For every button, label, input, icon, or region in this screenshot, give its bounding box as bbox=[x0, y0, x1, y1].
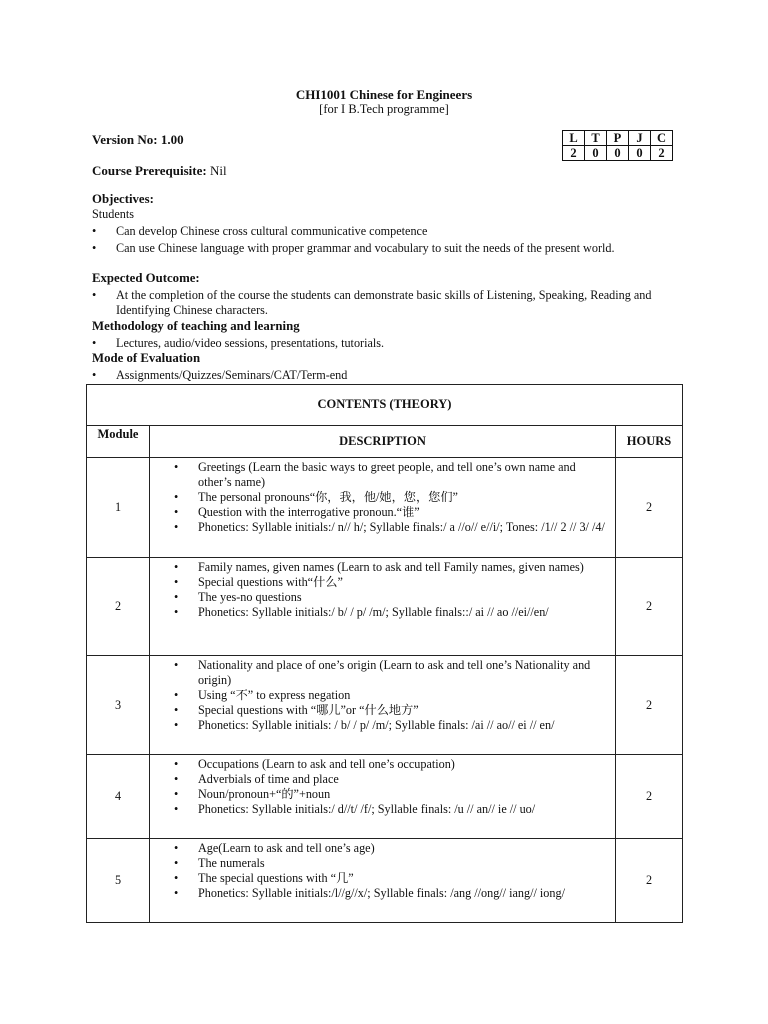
topic-item: • Occupations (Learn to ask and tell one’s occupation) bbox=[174, 757, 605, 772]
topic-item: • The special questions with “几” bbox=[174, 871, 605, 886]
ltpjc-header-j: J bbox=[629, 131, 651, 146]
topic-item: • Phonetics: Syllable initials:/ b/ / p/ /m/; Syllable finals::/ ai // ao //ei//en/ bbox=[174, 605, 605, 620]
outcome-heading: Expected Outcome: bbox=[92, 271, 200, 285]
module-row bbox=[87, 656, 683, 755]
ltpjc-header-l: L bbox=[563, 131, 585, 146]
evaluation-section bbox=[92, 351, 652, 383]
topic-item: • The yes-no questions bbox=[174, 590, 605, 605]
topic-item: • Question with the interrogative pronoun.“谁” bbox=[174, 505, 605, 520]
description-column-header: DESCRIPTION bbox=[150, 426, 616, 458]
ltpjc-value-c: 2 bbox=[651, 146, 673, 161]
prereq-label: Course Prerequisite: bbox=[92, 163, 207, 178]
topic-item: • Phonetics: Syllable initials: / b/ / p/ /m/; Syllable finals: /ai // ao// ei // en/ bbox=[174, 718, 605, 733]
topic-item: • Phonetics: Syllable initials:/l//g//x/; Syllable finals: /ang //ong// iang// iong/ bbox=[174, 886, 605, 901]
topic-item: • Phonetics: Syllable initials:/ n// h/; Syllable finals:/ a //o// e//i/; Tones: /1// 2 // 3/ /4/ bbox=[174, 520, 605, 535]
ltpjc-value-t: 0 bbox=[585, 146, 607, 161]
topic-item: • The personal pronouns“你，我，他/她，您，您们” bbox=[174, 490, 605, 505]
module-number: 5 bbox=[87, 839, 150, 923]
objective-item: • Can use Chinese language with proper grammar and vocabulary to suit the needs of the present world. bbox=[92, 241, 652, 256]
methodology-section bbox=[92, 319, 652, 351]
module-hours: 2 bbox=[616, 458, 683, 558]
objective-item: • Can develop Chinese cross cultural communicative competence bbox=[92, 224, 652, 239]
evaluation-item: • Assignments/Quizzes/Seminars/CAT/Term-end bbox=[92, 368, 652, 383]
module-hours: 2 bbox=[616, 558, 683, 656]
ltpjc-header-p: P bbox=[607, 131, 629, 146]
course-subtitle: [for I B.Tech programme] bbox=[319, 102, 449, 116]
topic-item: • Noun/pronoun+“的”+noun bbox=[174, 787, 605, 802]
objectives-section bbox=[92, 192, 652, 256]
course-prerequisite bbox=[92, 163, 227, 178]
topic-item: • Phonetics: Syllable initials:/ d//t/ /f/; Syllable finals: /u // an// ie // uo/ bbox=[174, 802, 605, 817]
ltpjc-value-j: 0 bbox=[629, 146, 651, 161]
module-number: 3 bbox=[87, 656, 150, 755]
contents-table bbox=[86, 384, 683, 923]
module-row bbox=[87, 558, 683, 656]
evaluation-heading: Mode of Evaluation bbox=[92, 351, 201, 365]
module-number: 1 bbox=[87, 458, 150, 558]
ltpjc-table bbox=[562, 130, 673, 161]
hours-column-header: HOURS bbox=[616, 426, 683, 458]
module-number: 4 bbox=[87, 755, 150, 839]
outcome-section bbox=[92, 271, 652, 318]
prereq-value: Nil bbox=[206, 163, 227, 178]
topic-item: • Nationality and place of one’s origin (Learn to ask and tell one’s Nationality and origin) bbox=[174, 658, 605, 688]
outcome-item: • At the completion of the course the students can demonstrate basic skills of Listening, Speaking, Reading and Identifying Chinese characters. bbox=[92, 288, 652, 318]
methodology-heading: Methodology of teaching and learning bbox=[92, 319, 300, 333]
ltpjc-header-t: T bbox=[585, 131, 607, 146]
module-description bbox=[150, 755, 616, 839]
topic-item: • The numerals bbox=[174, 856, 605, 871]
version-number: Version No: 1.00 bbox=[92, 132, 184, 147]
course-title: CHI1001 Chinese for Engineers bbox=[295, 87, 473, 102]
module-hours: 2 bbox=[616, 656, 683, 755]
topic-item: • Special questions with“什么” bbox=[174, 575, 605, 590]
module-description bbox=[150, 458, 616, 558]
ltpjc-value-p: 0 bbox=[607, 146, 629, 161]
topic-item: • Family names, given names (Learn to ask and tell Family names, given names) bbox=[174, 560, 605, 575]
topic-item: • Age(Learn to ask and tell one’s age) bbox=[174, 841, 605, 856]
module-description bbox=[150, 656, 616, 755]
contents-title-row bbox=[87, 385, 683, 426]
module-description bbox=[150, 558, 616, 656]
module-hours: 2 bbox=[616, 839, 683, 923]
objectives-heading: Objectives: bbox=[92, 192, 154, 206]
module-row bbox=[87, 458, 683, 558]
topic-item: • Using “不” to express negation bbox=[174, 688, 605, 703]
contents-title: CONTENTS (THEORY) bbox=[87, 385, 683, 426]
contents-header-row bbox=[87, 426, 683, 458]
module-description bbox=[150, 839, 616, 923]
topic-item: • Greetings (Learn the basic ways to greet people, and tell one’s own name and other’s name) bbox=[174, 460, 605, 490]
module-column-header: Module bbox=[87, 426, 150, 458]
ltpjc-value-row bbox=[563, 146, 673, 161]
ltpjc-value-l: 2 bbox=[563, 146, 585, 161]
module-number: 2 bbox=[87, 558, 150, 656]
ltpjc-header-c: C bbox=[651, 131, 673, 146]
module-row bbox=[87, 839, 683, 923]
objectives-intro: Students bbox=[92, 207, 134, 221]
topic-item: • Adverbials of time and place bbox=[174, 772, 605, 787]
topic-item: • Special questions with “哪儿”or “什么地方” bbox=[174, 703, 605, 718]
module-hours: 2 bbox=[616, 755, 683, 839]
module-row bbox=[87, 755, 683, 839]
ltpjc-header-row bbox=[563, 131, 673, 146]
methodology-item: • Lectures, audio/video sessions, presentations, tutorials. bbox=[92, 336, 652, 351]
